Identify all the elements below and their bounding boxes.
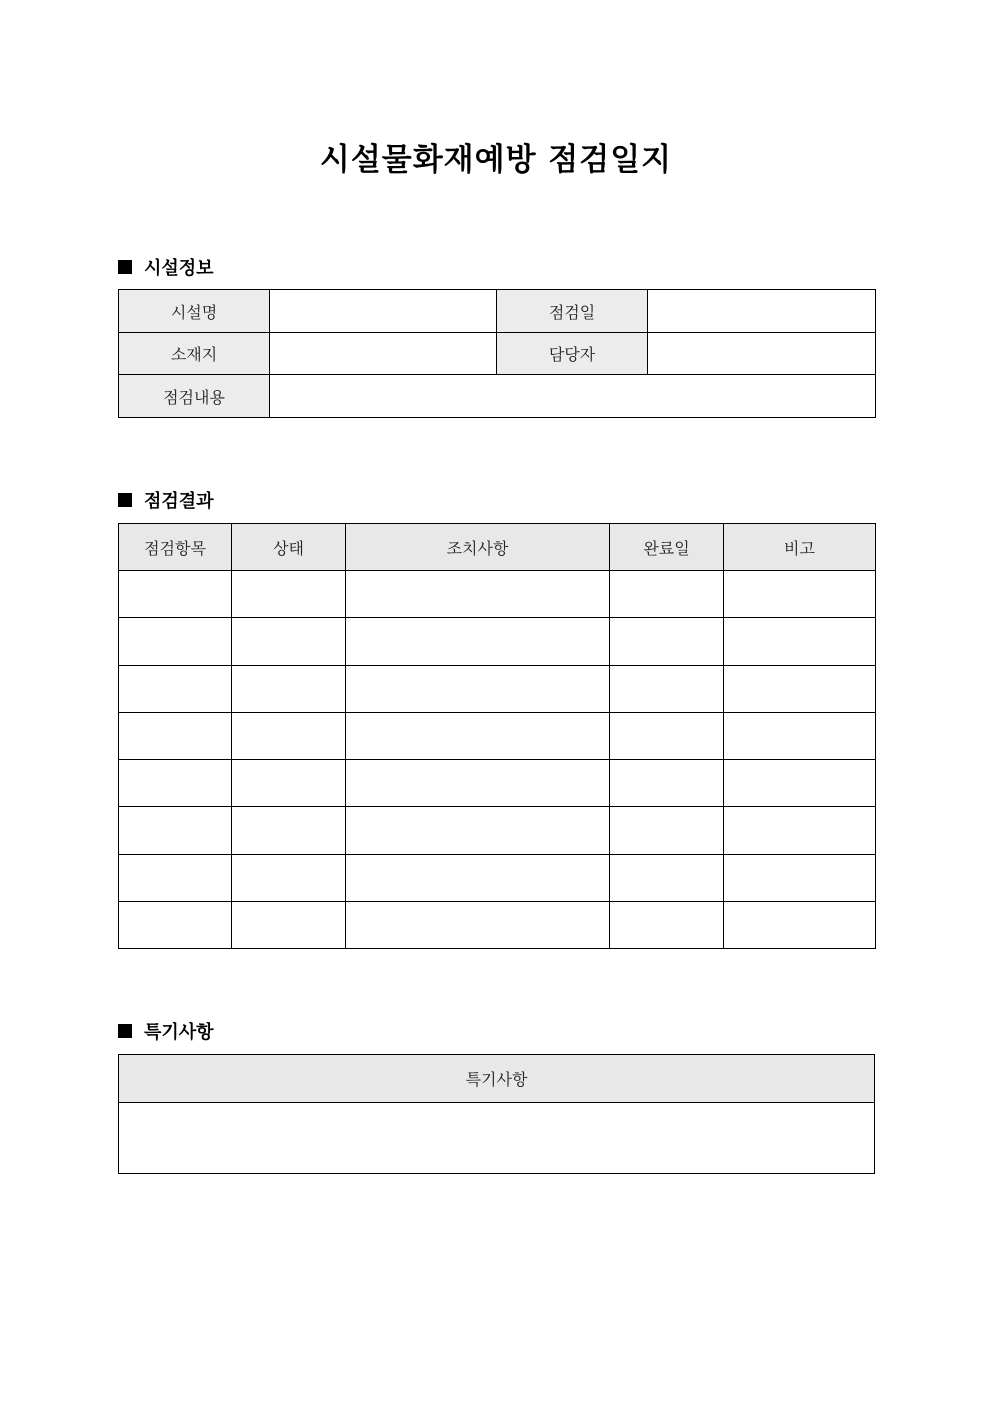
cell-item[interactable] xyxy=(119,855,232,902)
column-header-item: 점검항목 xyxy=(119,524,232,571)
cell-remarks[interactable] xyxy=(724,618,876,666)
field-manager[interactable] xyxy=(648,333,876,375)
cell-completion-date[interactable] xyxy=(610,713,724,760)
cell-completion-date[interactable] xyxy=(610,571,724,618)
cell-status[interactable] xyxy=(232,760,346,807)
cell-status[interactable] xyxy=(232,571,346,618)
label-facility-name: 시설명 xyxy=(119,290,270,333)
column-header-completion-date: 완료일 xyxy=(610,524,724,571)
cell-remarks[interactable] xyxy=(724,855,876,902)
table-row xyxy=(119,902,876,949)
cell-completion-date[interactable] xyxy=(610,807,724,855)
inspection-results-table xyxy=(118,523,876,949)
cell-remarks[interactable] xyxy=(724,760,876,807)
cell-remarks[interactable] xyxy=(724,713,876,760)
field-inspection-date[interactable] xyxy=(648,290,876,333)
cell-completion-date[interactable] xyxy=(610,760,724,807)
field-location[interactable] xyxy=(270,333,497,375)
table-row xyxy=(119,618,876,666)
cell-remarks[interactable] xyxy=(724,571,876,618)
cell-completion-date[interactable] xyxy=(610,666,724,713)
table-row xyxy=(119,807,876,855)
label-manager: 담당자 xyxy=(497,333,648,375)
cell-action[interactable] xyxy=(346,666,610,713)
label-inspection-date: 점검일 xyxy=(497,290,648,333)
cell-action[interactable] xyxy=(346,713,610,760)
column-header-remarks: 비고 xyxy=(724,524,876,571)
table-row xyxy=(119,855,876,902)
cell-item[interactable] xyxy=(119,713,232,760)
cell-status[interactable] xyxy=(232,713,346,760)
special-notes-field[interactable] xyxy=(119,1103,875,1174)
cell-completion-date[interactable] xyxy=(610,618,724,666)
table-row xyxy=(119,713,876,760)
section-heading-info-label: 시설정보 xyxy=(144,258,214,279)
cell-completion-date[interactable] xyxy=(610,902,724,949)
cell-action[interactable] xyxy=(346,902,610,949)
table-row xyxy=(119,666,876,713)
cell-status[interactable] xyxy=(232,807,346,855)
section-heading-info xyxy=(118,254,214,280)
cell-action[interactable] xyxy=(346,760,610,807)
cell-action[interactable] xyxy=(346,807,610,855)
cell-status[interactable] xyxy=(232,855,346,902)
section-heading-results-label: 점검결과 xyxy=(144,491,214,512)
cell-action[interactable] xyxy=(346,855,610,902)
section-heading-notes xyxy=(118,1018,214,1044)
cell-status[interactable] xyxy=(232,902,346,949)
cell-item[interactable] xyxy=(119,807,232,855)
facility-info-table xyxy=(118,289,876,418)
special-notes-table xyxy=(118,1054,875,1174)
cell-item[interactable] xyxy=(119,571,232,618)
table-row xyxy=(119,571,876,618)
document-title: 시설물화재예방 점검일지 xyxy=(319,142,673,178)
section-heading-notes-label: 특기사항 xyxy=(144,1022,214,1043)
cell-completion-date[interactable] xyxy=(610,855,724,902)
cell-remarks[interactable] xyxy=(724,902,876,949)
cell-status[interactable] xyxy=(232,666,346,713)
cell-item[interactable] xyxy=(119,618,232,666)
column-header-status: 상태 xyxy=(232,524,346,571)
cell-item[interactable] xyxy=(119,902,232,949)
column-header-action: 조치사항 xyxy=(346,524,610,571)
cell-remarks[interactable] xyxy=(724,807,876,855)
square-bullet-icon xyxy=(118,493,132,507)
label-location: 소재지 xyxy=(119,333,270,375)
cell-item[interactable] xyxy=(119,760,232,807)
cell-remarks[interactable] xyxy=(724,666,876,713)
field-inspection-content[interactable] xyxy=(270,375,876,418)
label-inspection-content: 점검내용 xyxy=(119,375,270,418)
square-bullet-icon xyxy=(118,260,132,274)
cell-item[interactable] xyxy=(119,666,232,713)
section-heading-results xyxy=(118,487,214,513)
field-facility-name[interactable] xyxy=(270,290,497,333)
cell-status[interactable] xyxy=(232,618,346,666)
cell-action[interactable] xyxy=(346,618,610,666)
cell-action[interactable] xyxy=(346,571,610,618)
special-notes-header: 특기사항 xyxy=(119,1055,875,1103)
square-bullet-icon xyxy=(118,1024,132,1038)
table-row xyxy=(119,760,876,807)
